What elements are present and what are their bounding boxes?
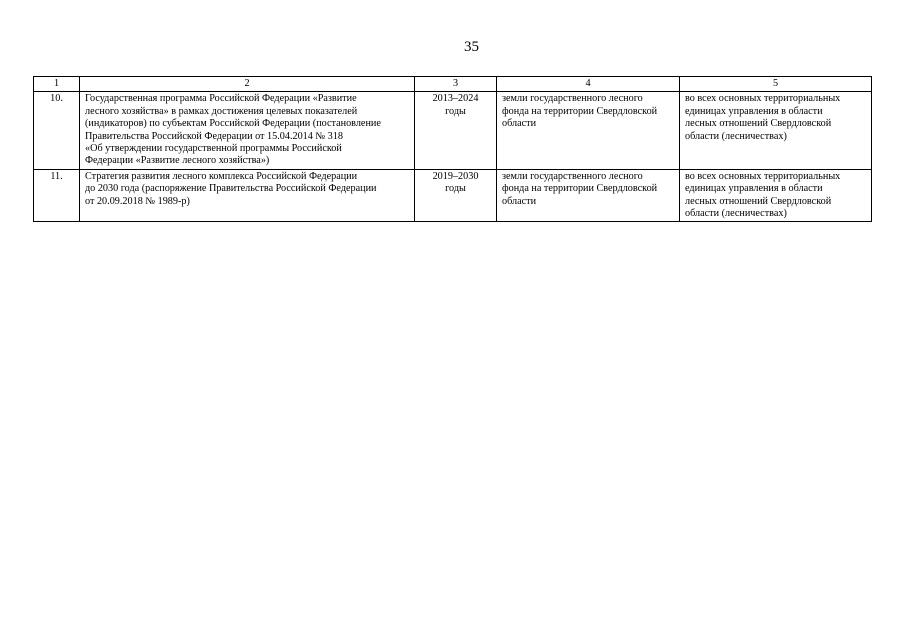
table-row [34,169,872,222]
row-number: 11. [34,169,80,222]
row-number: 10. [34,92,80,169]
column-header-3: 3 [415,77,497,92]
programs-table [33,76,872,222]
table-row [34,92,872,169]
page-number: 35 [464,39,479,55]
table-header-row [34,77,872,92]
lands-category: земли государственного лесного фонда на территории Свердловской области [497,92,680,169]
territorial-units: во всех основных территориальных единицах управления в области лесных отношений Свердловской области (лесничествах) [680,92,872,169]
lands-category: земли государственного лесного фонда на территории Свердловской области [497,169,680,222]
territorial-units: во всех основных территориальных единицах управления в области лесных отношений Свердловской области (лесничествах) [680,169,872,222]
column-header-1: 1 [34,77,80,92]
document-name: Стратегия развития лесного комплекса Российской Федерации до 2030 года (распоряжение Правительства Российской Федерации от 20.09.2018 № 1989-р) [80,169,415,222]
document-name: Государственная программа Российской Федерации «Развитие лесного хозяйства» в рамках достижения целевых показателей (индикаторов) по субъектам Российской Федерации (постановление Правительства Российской Федерации от 15.04.2014 № 318 «Об утверждении государственной программы Российской Федерации «Развитие лесного хозяйства») [80,92,415,169]
column-header-5: 5 [680,77,872,92]
column-header-2: 2 [80,77,415,92]
period: 2013–2024 годы [415,92,497,169]
period: 2019–2030 годы [415,169,497,222]
column-header-4: 4 [497,77,680,92]
